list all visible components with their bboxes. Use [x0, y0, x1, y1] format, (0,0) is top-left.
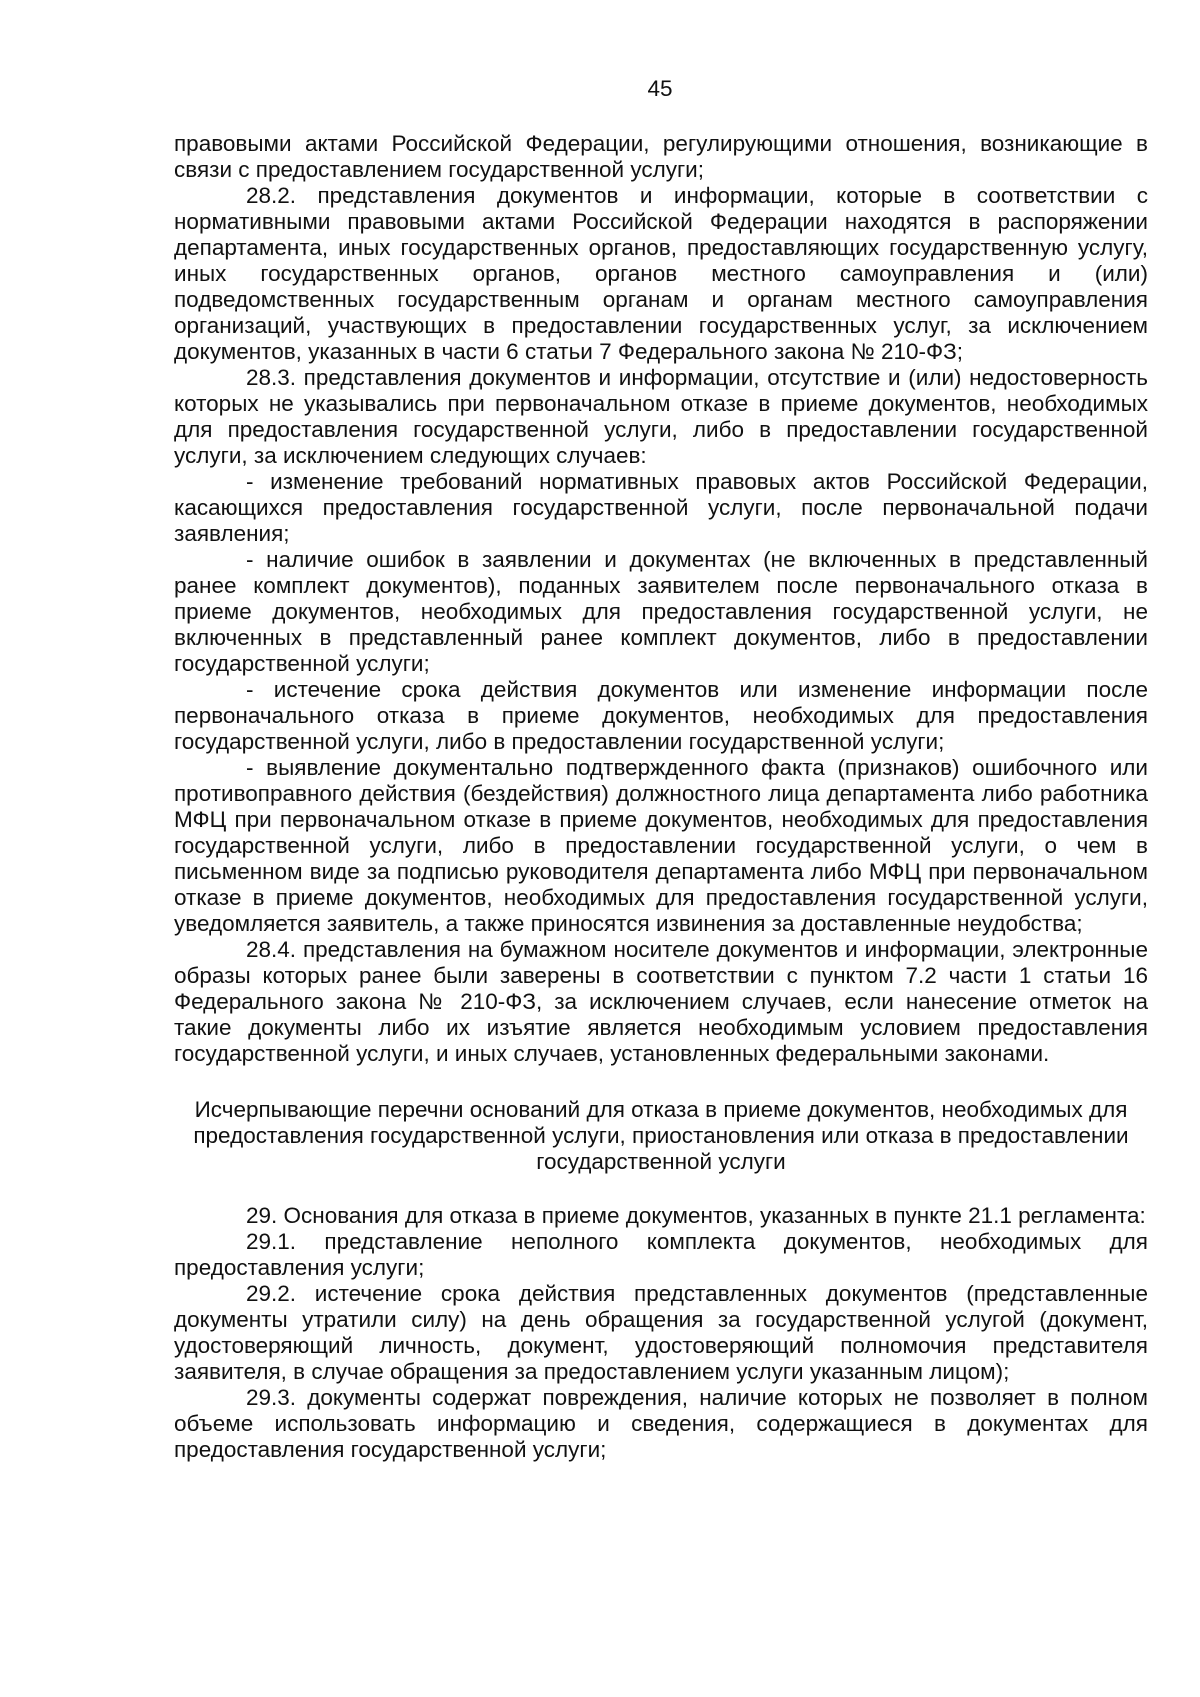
paragraph: правовыми актами Российской Федерации, регулирующими отношения, возникающие в связи с предоставлением государственной услуги; — [174, 131, 1148, 182]
list-item: - изменение требований нормативных правовых актов Российской Федерации, касающихся предоставления государственной услуги, после первоначальной подачи заявления; — [174, 469, 1148, 546]
list-item: - наличие ошибок в заявлении и документах (не включенных в представленный ранее комплект документов), поданных заявителем после первоначального отказа в приеме документов, необходимых для предоставления государственной услуги, не включенных в представленный ранее комплект документов, либо в предоставлении государственной услуги; — [174, 547, 1148, 676]
list-item: - выявление документально подтвержденного факта (признаков) ошибочного или противоправного действия (бездействия) должностного лица департамента либо работника МФЦ при первоначальном отказе в приеме документов, необходимых для предоставления государственной услуги, либо в предоставлении государственной услуги, о чем в письменном виде за подписью руководителя департамента либо МФЦ при первоначальном отказе в приеме документов, необходимых для предоставления государственной услуги, уведомляется заявитель, а также приносятся извинения за доставленные неудобства; — [174, 755, 1148, 936]
paragraph-29-1: 29.1. представление неполного комплекта документов, необходимых для предоставления услуги; — [174, 1229, 1148, 1280]
page-number: 45 — [647, 76, 673, 101]
section-heading: Исчерпывающие перечни оснований для отказа в приеме документов, необходимых для предоставления государственной услуги, приостановления или отказа в предоставлении государственной услуги — [193, 1097, 1129, 1174]
paragraph-28-2: 28.2. представления документов и информации, которые в соответствии с нормативными правовыми актами Российской Федерации находятся в распоряжении департамента, иных государственных органов, предоставляющих государственную услугу, иных государственных органов, органов местного самоуправления и (или) подведомственных государственным органам и органам местного самоуправления организаций, участвующих в предоставлении государственных услуг, за исключением документов, указанных в части 6 статьи 7 Федерального закона № 210-ФЗ; — [174, 183, 1148, 364]
paragraph-28-3: 28.3. представления документов и информации, отсутствие и (или) недостоверность которых не указывались при первоначальном отказе в приеме документов, необходимых для предоставления государственной услуги, либо в предоставлении государственной услуги, за исключением следующих случаев: — [174, 365, 1148, 468]
paragraph-29: 29. Основания для отказа в приеме документов, указанных в пункте 21.1 регламента: — [246, 1203, 1146, 1228]
list-item: - истечение срока действия документов или изменение информации после первоначального отказа в приеме документов, необходимых для предоставления государственной услуги, либо в предоставлении государственной услуги; — [174, 677, 1148, 754]
paragraph-28-4: 28.4. представления на бумажном носителе документов и информации, электронные образы которых ранее были заверены в соответствии с пунктом 7.2 части 1 статьи 16 Федерального закона № 210-ФЗ, за исключением случаев, если нанесение отметок на такие документы либо их изъятие является необходимым условием предоставления государственной услуги, и иных случаев, установленных федеральными законами. — [174, 937, 1148, 1066]
paragraph-29-2: 29.2. истечение срока действия представленных документов (представленные документы утратили силу) на день обращения за государственной услугой (документ, удостоверяющий личность, документ, удостоверяющий полномочия представителя заявителя, в случае обращения за предоставлением услуги указанным лицом); — [174, 1281, 1148, 1384]
paragraph-29-3: 29.3. документы содержат повреждения, наличие которых не позволяет в полном объеме использовать информацию и сведения, содержащиеся в документах для предоставления государственной услуги; — [174, 1385, 1148, 1462]
document-body — [174, 131, 1148, 1463]
